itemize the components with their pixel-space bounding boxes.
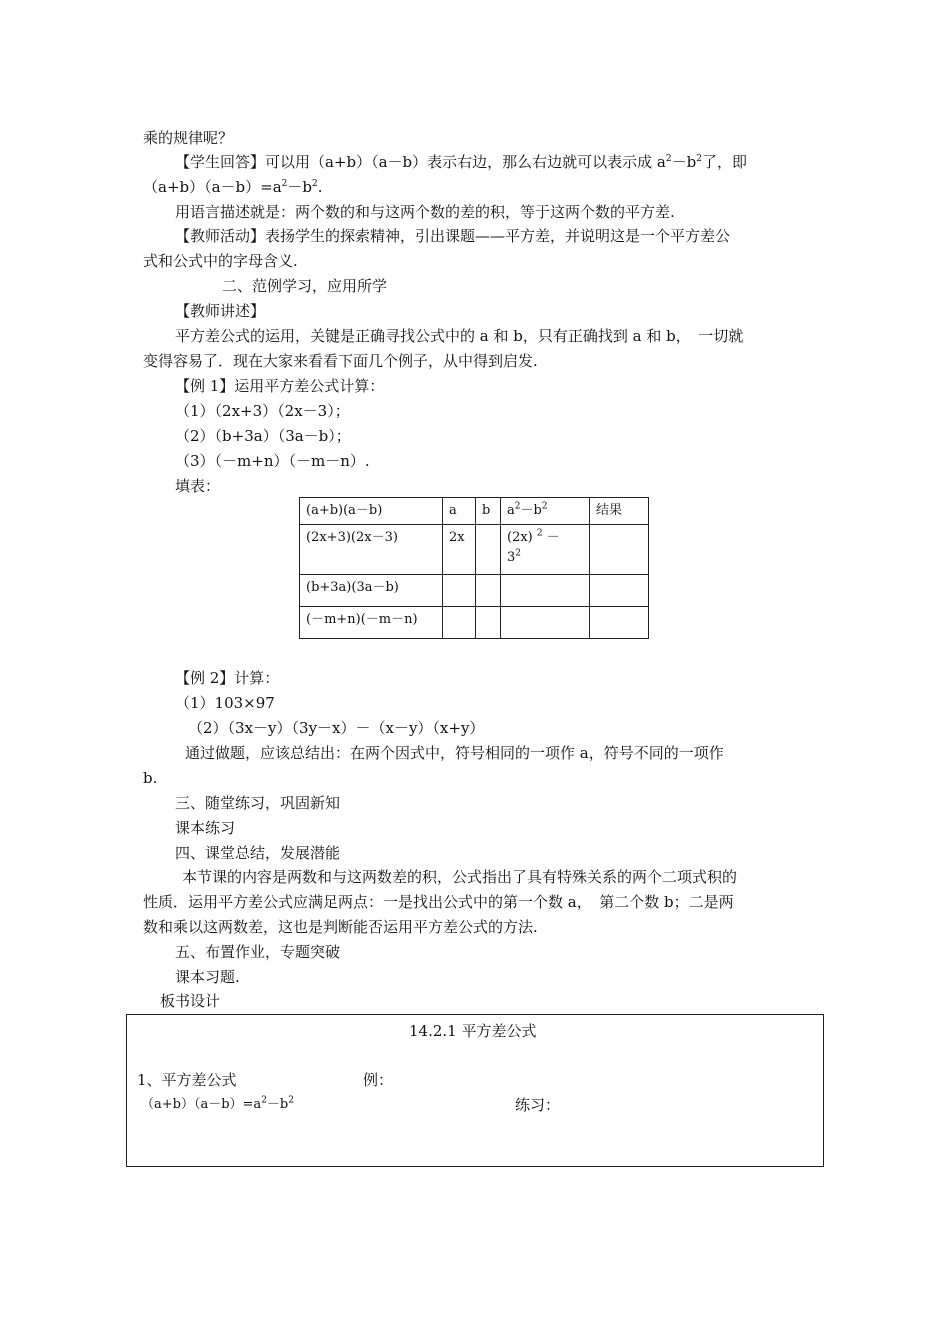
table-cell <box>590 525 649 575</box>
table-cell <box>476 607 501 639</box>
table-cell: a <box>443 498 476 525</box>
table-cell: (－m+n)(－m－n) <box>300 607 443 639</box>
table-cell: (b+3a)(3a－b) <box>300 575 443 607</box>
text-line: 平方差公式的运用，关键是正确寻找公式中的 a 和 b，只有正确找到 a 和 b， 一切就 <box>175 327 744 345</box>
board-item: 1、平方差公式 <box>137 1071 237 1089</box>
text-line: （2）（3x－y）（3y－x）－（x－y）（x+y） <box>188 719 485 737</box>
fill-table <box>299 497 649 639</box>
text-line: 课本习题. <box>175 968 240 986</box>
superscript: 2 <box>514 501 521 512</box>
section-heading: 五、布置作业，专题突破 <box>175 943 341 961</box>
table-cell <box>476 525 501 575</box>
text-line: 通过做题，应该总结出：在两个因式中，符号相同的一项作 a，符号不同的一项作 <box>185 744 724 762</box>
text-line: 【例 2】计算： <box>175 669 280 687</box>
text-span: （a+b）（a－b）=a <box>141 1097 262 1112</box>
text-span: . <box>317 178 323 196</box>
text-span: 了，即 <box>701 153 747 171</box>
section-heading: 三、随堂练习，巩固新知 <box>175 794 341 812</box>
text-line: 【教师活动】表扬学生的探索精神，引出课题——平方差，并说明这是一个平方差公 <box>175 227 731 245</box>
section-heading: 二、范例学习，应用所学 <box>222 277 388 295</box>
table-cell: b <box>476 498 501 525</box>
table-cell <box>501 575 590 607</box>
table-row <box>300 498 649 525</box>
text-line: 用语言描述就是：两个数的和与这两个数的差的积，等于这两个数的平方差. <box>175 203 675 221</box>
board-example: 例： <box>363 1071 394 1089</box>
board-practice: 练习： <box>515 1096 561 1114</box>
text-span: a <box>507 503 515 518</box>
superscript: 2 <box>696 154 702 164</box>
text-line: 变得容易了．现在大家来看看下面几个例子，从中得到启发. <box>143 352 538 370</box>
table-cell: (2x+3)(2x－3) <box>300 525 443 575</box>
table-cell <box>590 607 649 639</box>
table-cell <box>501 498 590 525</box>
text-line: 乘的规律呢？ <box>143 129 234 147</box>
superscript: 2 <box>515 548 522 559</box>
table-cell: 结果 <box>590 498 649 525</box>
table-cell: 2x <box>443 525 476 575</box>
text-span: －b <box>520 503 542 518</box>
section-heading: 四、课堂总结，发展潜能 <box>175 844 341 862</box>
text-span: 【学生回答】可以用（a+b）（a－b）表示右边，那么右边就可以表示成 a <box>175 153 666 171</box>
board-title: 14.2.1 平方差公式 <box>409 1022 537 1040</box>
text-line: （1）103×97 <box>175 694 275 712</box>
table-cell <box>443 607 476 639</box>
text-line: 【例 1】运用平方差公式计算： <box>175 377 385 395</box>
superscript: 2 <box>536 528 543 539</box>
text-line: 【教师讲述】 <box>175 302 266 320</box>
superscript: 2 <box>312 179 318 189</box>
text-span: －b <box>287 178 313 196</box>
table-cell: (a+b)(a－b) <box>300 498 443 525</box>
table-row <box>300 525 649 575</box>
text-span: (2x) <box>507 530 533 545</box>
superscript: 2 <box>288 1095 294 1106</box>
superscript: 2 <box>541 501 548 512</box>
board-design-box <box>126 1014 824 1167</box>
table-cell <box>501 525 590 575</box>
text-span: －b <box>671 153 697 171</box>
superscript: 2 <box>281 179 288 189</box>
text-line: （2）（b+3a）（3a－b）； <box>175 427 351 445</box>
text-line: （3）（－m+n）（－m－n）. <box>175 452 370 470</box>
board-formula <box>141 1095 294 1115</box>
text-line: 板书设计 <box>160 992 221 1010</box>
text-line: 性质．运用平方差公式应满足两点：一是找出公式中的第一个数 a， 第二个数 b；二是两 <box>143 893 734 911</box>
text-line: 式和公式中的字母含义. <box>143 252 298 270</box>
text-span: （a+b）（a－b）=a <box>143 178 282 196</box>
table-row <box>300 575 649 607</box>
table-cell <box>476 575 501 607</box>
superscript: 2 <box>665 154 672 164</box>
text-line: 本节课的内容是两数和与这两数差的积，公式指出了具有特殊关系的两个二项式积的 <box>182 868 738 886</box>
text-span: －b <box>266 1097 289 1112</box>
table-row <box>300 607 649 639</box>
text-line: 填表： <box>175 477 221 495</box>
text-line <box>175 152 747 172</box>
table-cell <box>590 575 649 607</box>
text-line <box>143 177 323 197</box>
text-line: （1）（2x+3）（2x－3）； <box>175 402 350 420</box>
text-line: b. <box>143 769 158 787</box>
table-cell <box>443 575 476 607</box>
text-line: 课本练习 <box>175 819 236 837</box>
table-cell <box>501 607 590 639</box>
superscript: 2 <box>261 1095 267 1106</box>
text-span: 3 <box>507 550 516 565</box>
text-line: 数和乘以这两数差，这也是判断能否运用平方差公式的方法. <box>143 918 538 936</box>
text-span: － <box>546 530 560 545</box>
